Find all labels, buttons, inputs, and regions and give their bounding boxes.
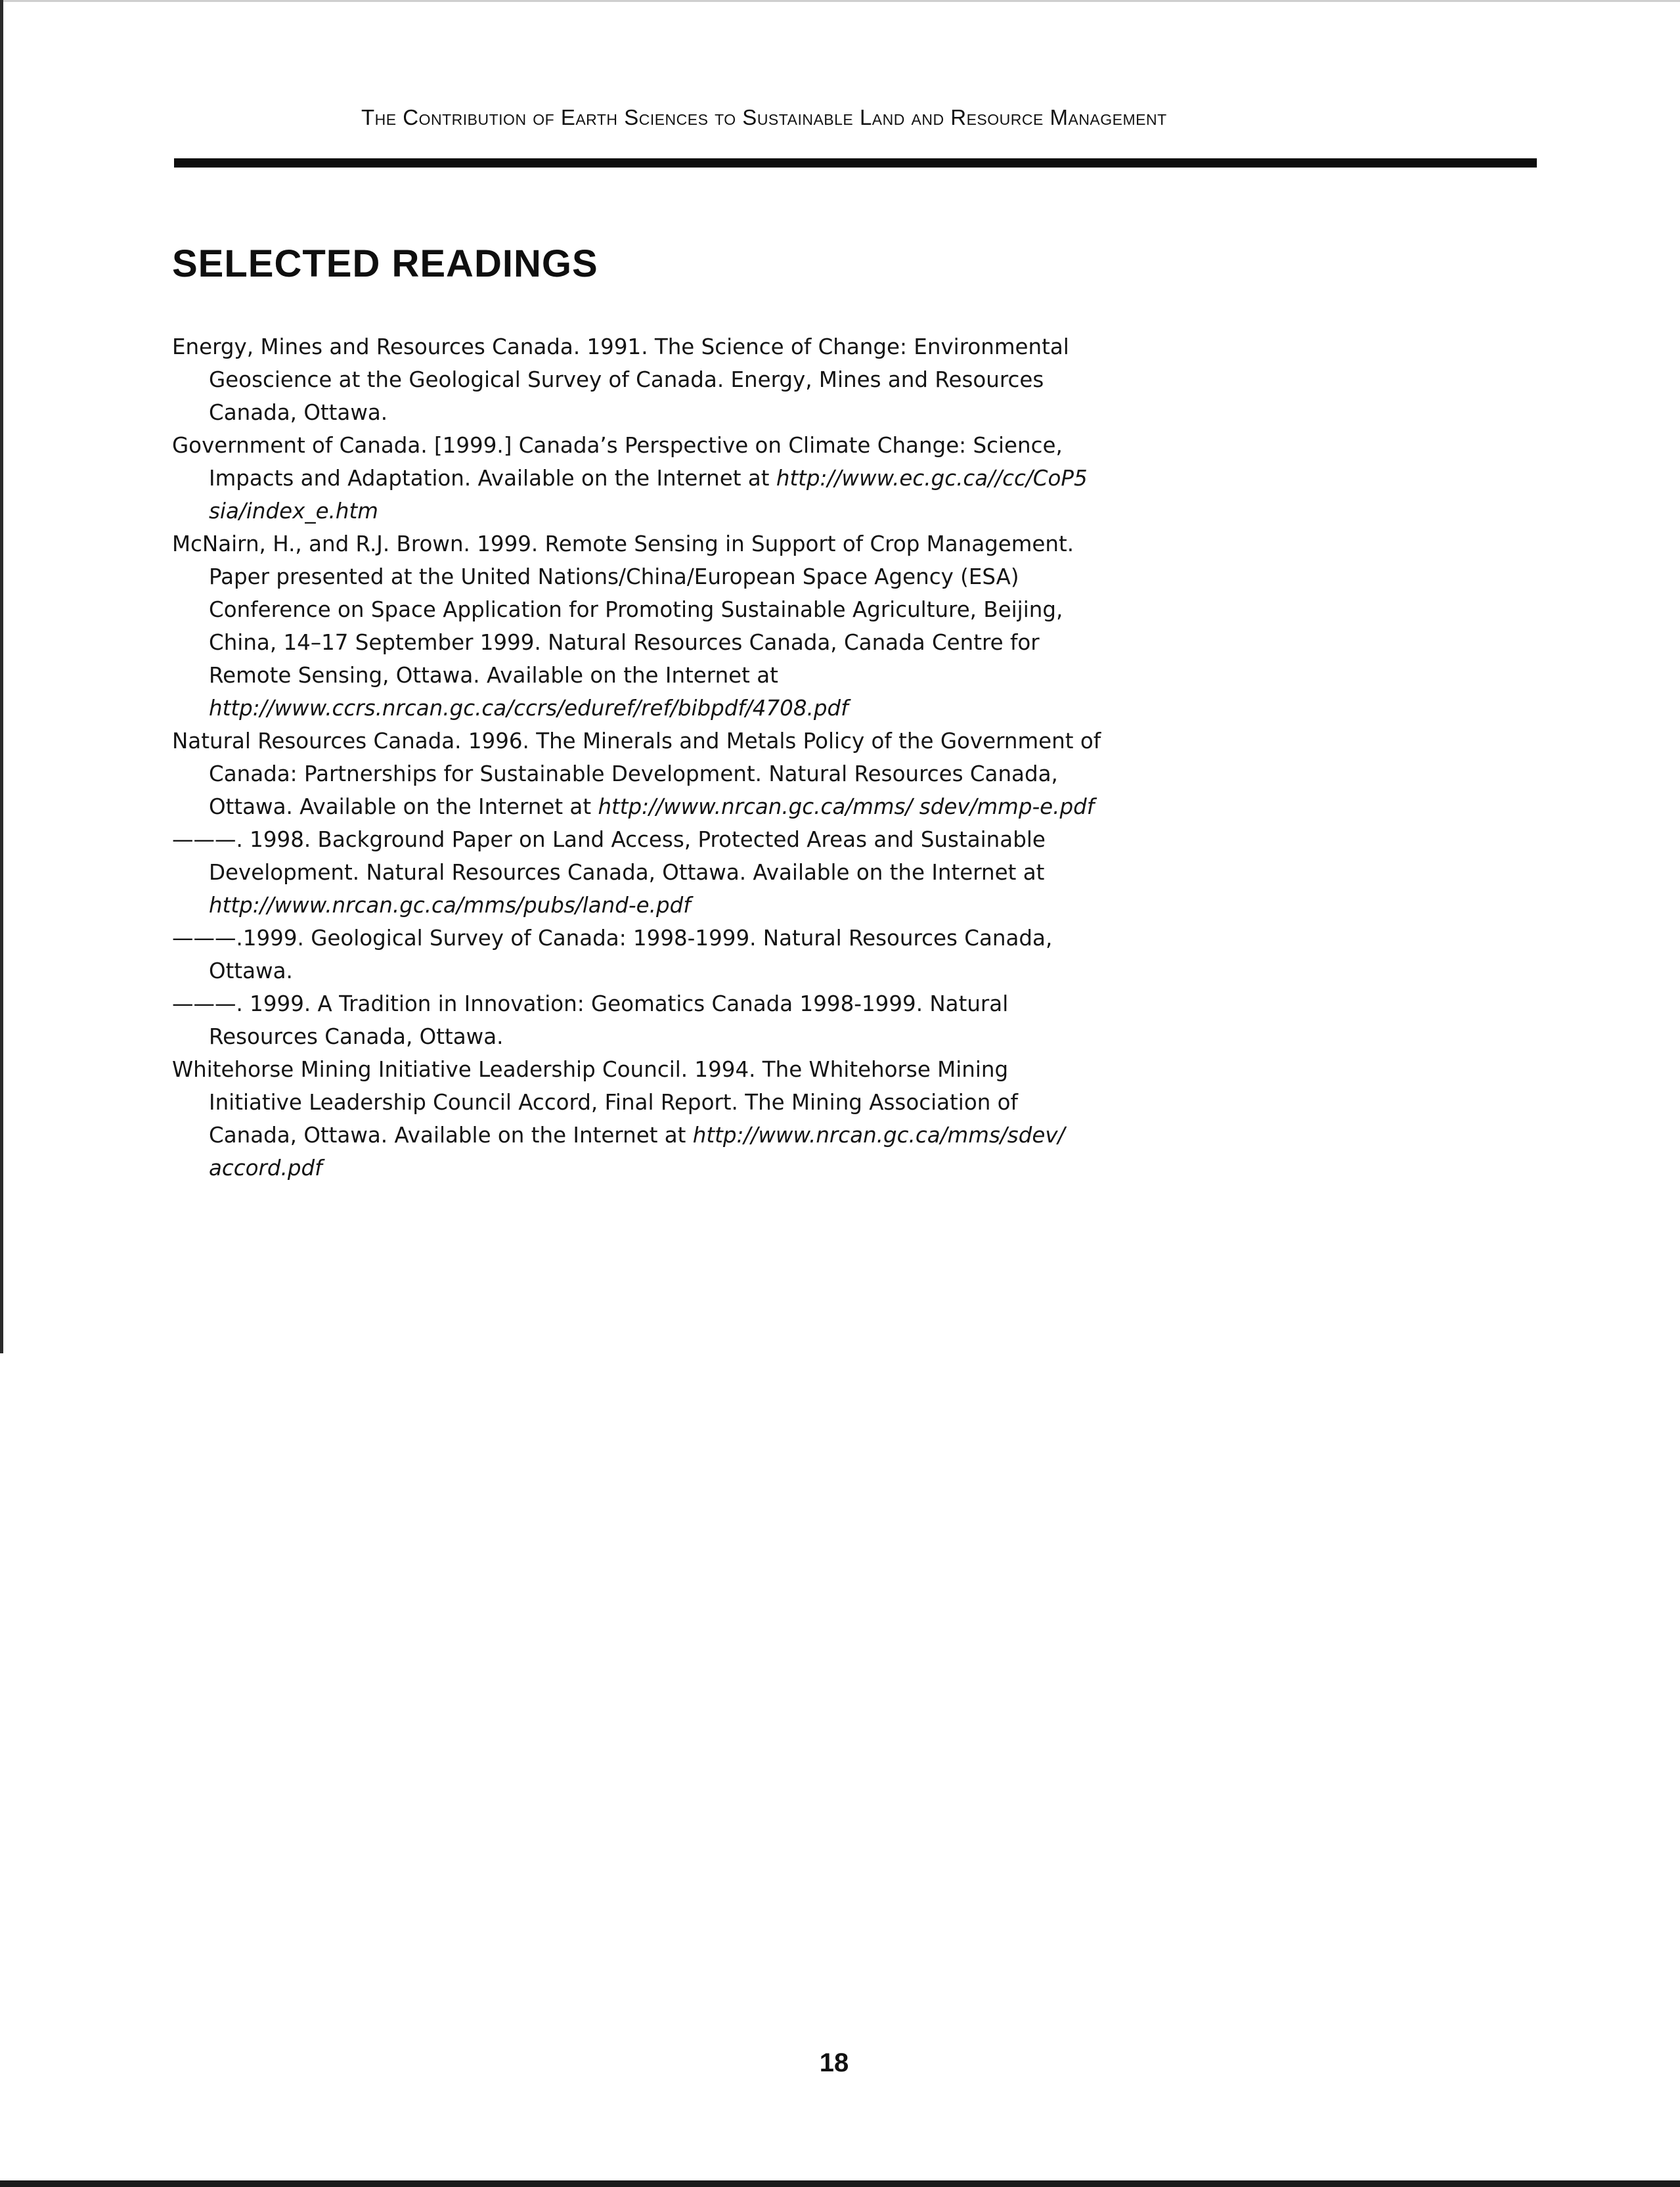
reference-url[interactable]: http://www.nrcan.gc.ca/mms/ sdev/mmp-e.pdf (598, 794, 1095, 819)
reference-item (172, 330, 1105, 429)
reference-text: ———. 1998. Background Paper on Land Access, Protected Areas and Sustainable Development. Natural Resources Canada, Ottawa. Available on the Internet at (172, 827, 1046, 885)
page-number: 18 (819, 2048, 849, 2077)
reference-text: ———.1999. Geological Survey of Canada: 1998-1999. Natural Resources Canada, Ottawa. (172, 926, 1053, 983)
reference-text: McNairn, H., and R.J. Brown. 1999. Remote Sensing in Support of Crop Management. Paper presented at the United Nations/China/European Space Agency (ESA) Conference on Space Application for Promoting Sustainable Agriculture, Beijing, China, 14–17 September 1999. Natural Resources Canada, Canada Centre for Remote Sensing, Ottawa. Available on the Internet at (172, 531, 1074, 688)
reference-url[interactable]: http://www.ec.gc.ca//cc/CoP5 sia/index_e.htm (209, 466, 1088, 524)
scan-edge-top (0, 0, 1680, 2)
reference-url[interactable]: http://www.ccrs.nrcan.gc.ca/ccrs/eduref/ref/bibpdf/4708.pdf (209, 696, 849, 721)
section-title: SELECTED READINGS (172, 242, 598, 285)
reference-item (172, 1053, 1105, 1184)
scan-edge-bottom (0, 2180, 1680, 2187)
reference-item (172, 725, 1105, 823)
reference-text: Government of Canada. [1999.] Canada’s Perspective on Climate Change: Science, Impacts and Adaptation. Available on the Internet at (172, 433, 1063, 491)
reference-text: Whitehorse Mining Initiative Leadership Council. 1994. The Whitehorse Mining Initiative Leadership Council Accord, Final Report. The Mining Association of Canada, Ottawa. Available on the Internet at (172, 1057, 1018, 1148)
header-rule (174, 158, 1537, 168)
reference-item (172, 528, 1105, 725)
reference-url[interactable]: http://www.nrcan.gc.ca/mms/pubs/land-e.pdf (209, 893, 691, 918)
reference-text: ———. 1999. A Tradition in Innovation: Geomatics Canada 1998-1999. Natural Resources Canada, Ottawa. (172, 991, 1009, 1049)
reference-url[interactable]: http://www.nrcan.gc.ca/mms/sdev/ accord.pdf (209, 1123, 1065, 1181)
reference-item (172, 922, 1105, 987)
running-header: The Contribution of Earth Sciences to Sustainable Land and Resource Management (361, 105, 1167, 129)
reference-item (172, 987, 1105, 1053)
reference-item (172, 823, 1105, 922)
reference-item (172, 429, 1105, 528)
scan-edge-left (0, 0, 3, 1353)
reference-text: Natural Resources Canada. 1996. The Minerals and Metals Policy of the Government of Canada: Partnerships for Sustainable Development. Natural Resources Canada, Ottawa. Available on the Internet at (172, 729, 1101, 819)
reference-text: Energy, Mines and Resources Canada. 1991. The Science of Change: Environmental Geoscience at the Geological Survey of Canada. Energy, Mines and Resources Canada, Ottawa. (172, 334, 1069, 425)
reference-list (172, 330, 1105, 1184)
